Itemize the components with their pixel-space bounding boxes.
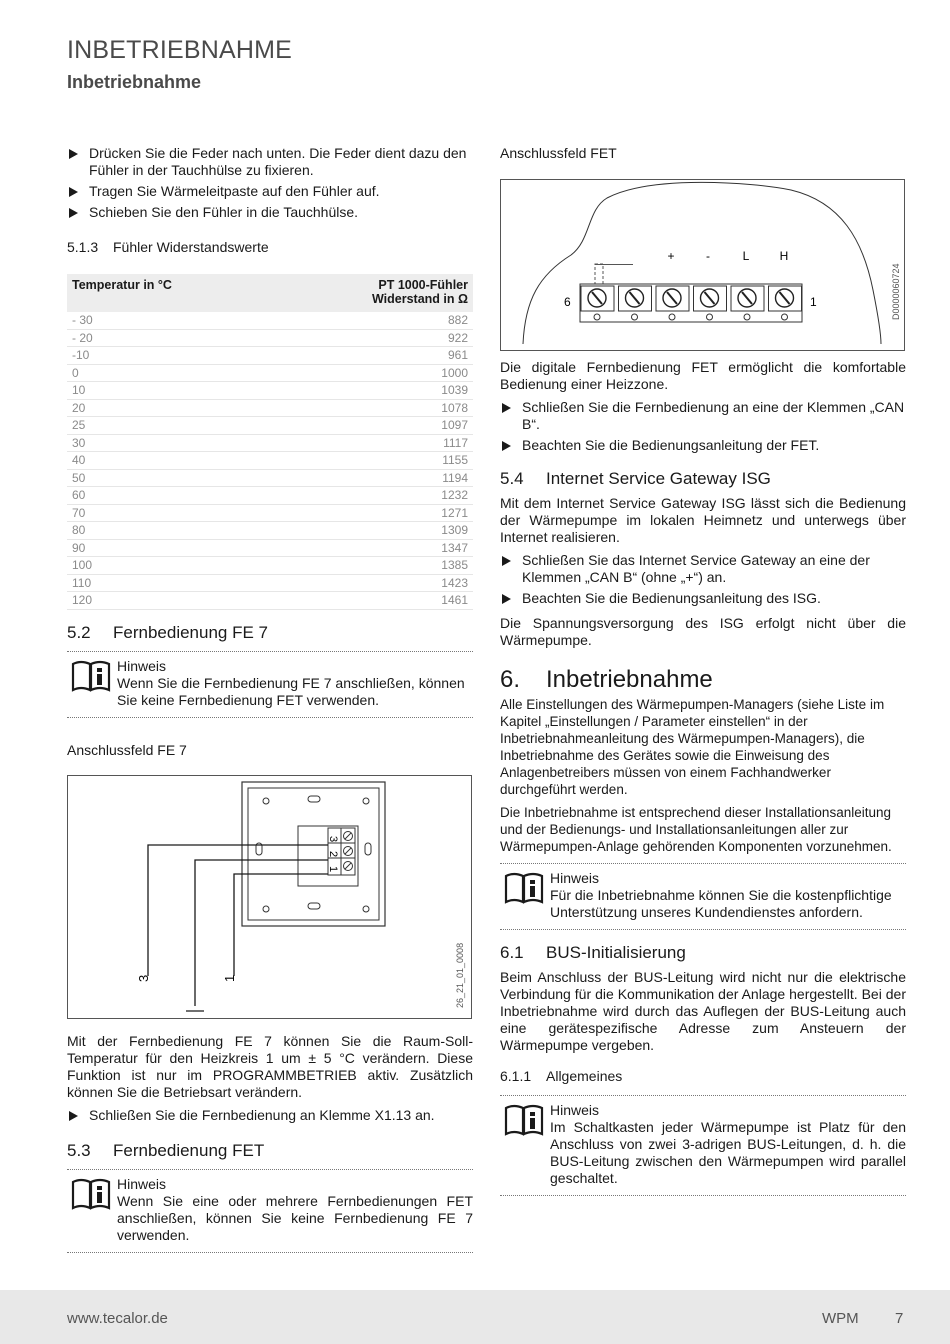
fe7-terminal-diagram: [67, 775, 472, 1019]
wire-label-1: 1: [222, 974, 237, 982]
footer-url: www.tecalor.de: [67, 1310, 168, 1327]
terminal-hole: [744, 314, 750, 320]
paragraph: Die Inbetriebnahme ist entsprechend dieser Installationsanleitung und der Bedienungs- und Installationsanleitungen aller zur Wärmepumpen-Anlage gehörenden Komponenten vorzunehmen.: [500, 805, 892, 854]
page-header-title: INBETRIEBNAHME: [67, 36, 293, 64]
temperature-cell: 10: [67, 382, 274, 400]
terminal-label: -: [706, 249, 710, 263]
list-item: Schieben Sie den Fühler in die Tauchhülse.: [67, 204, 473, 221]
resistance-cell: 1423: [274, 574, 473, 592]
terminal-hole: [594, 314, 600, 320]
section-number: 6.1: [500, 943, 524, 962]
info-book-icon: [503, 872, 545, 906]
temperature-cell: 40: [67, 452, 274, 470]
paragraph: Alle Einstellungen des Wärmepumpen-Managers (siehe Liste im Kapitel „Einstellungen / Parameter einstellen“ in der Inbetriebnahmeanleitung des Wärmepumpen-Managers), die Inbetriebnahme des Gerätes sowie die Einweisung des Anlagenbetreibers müssen von einem Fachhandwerker durchgeführt werden.: [500, 697, 885, 797]
footer-doc-name: WPM: [822, 1310, 859, 1327]
list-item: Drücken Sie die Feder nach unten. Die Feder dient dazu den Fühler in der Tauchhülse zu fixieren.: [67, 145, 473, 179]
subsection-heading-5-1-3: [67, 239, 473, 256]
terminal-label: +: [667, 249, 675, 263]
temperature-cell: 20: [67, 399, 274, 417]
temperature-cell: 60: [67, 487, 274, 505]
list-item: Beachten Sie die Bedienungsanleitung des ISG.: [500, 590, 906, 607]
hint-box: [67, 1169, 473, 1253]
fet-terminal-diagram: [500, 179, 905, 351]
resistance-cell: 922: [274, 329, 473, 347]
temperature-cell: 25: [67, 417, 274, 435]
resistance-cell: 882: [274, 312, 473, 329]
chapter-heading-6: [500, 666, 906, 693]
resistance-cell: 1000: [274, 364, 473, 382]
wire-label-3: 3: [136, 974, 151, 982]
header-line: PT 1000-Fühler: [378, 278, 468, 292]
left-column: [67, 145, 473, 1253]
figure-caption: Anschlussfeld FET: [500, 145, 617, 161]
resistance-cell: 1039: [274, 382, 473, 400]
hint-box: [500, 863, 906, 930]
table-row: [67, 469, 473, 487]
table-row: [67, 312, 473, 329]
section-title: Internet Service Gateway ISG: [546, 469, 771, 488]
section-number: 6.: [500, 666, 521, 693]
temperature-cell: 100: [67, 557, 274, 575]
temperature-cell: - 20: [67, 329, 274, 347]
terminal-hole: [632, 314, 638, 320]
terminal-hole: [707, 314, 713, 320]
hint-box: [500, 1095, 906, 1196]
hint-label: Hinweis: [550, 1102, 600, 1118]
hint-box: [67, 651, 473, 718]
section-number: 5.2: [67, 622, 91, 642]
list-item: Tragen Sie Wärmeleitpaste auf den Fühler auf.: [67, 183, 473, 200]
temperature-cell: 120: [67, 592, 274, 610]
section-heading-5-2: [67, 624, 473, 641]
table-row: [67, 539, 473, 557]
fet-diagram-graphic: [501, 180, 904, 350]
section-heading-6-1: [500, 944, 906, 961]
figure-caption: Anschlussfeld FE 7: [67, 741, 187, 758]
table-body: [67, 312, 473, 609]
header-line: Widerstand in Ω: [371, 292, 468, 306]
section-title: Inbetriebnahme: [546, 666, 713, 693]
section-title: BUS-Initialisierung: [546, 943, 686, 962]
table-row: [67, 434, 473, 452]
section-number: 6.1.1: [500, 1068, 532, 1084]
list-item: Schließen Sie die Fernbedienung an Klemme X1.13 an.: [67, 1107, 473, 1124]
temperature-cell: -10: [67, 347, 274, 365]
resistance-cell: 1078: [274, 399, 473, 417]
hint-label: Hinweis: [117, 657, 167, 674]
temperature-cell: 110: [67, 574, 274, 592]
hint-label: Hinweis: [117, 1175, 167, 1192]
info-book-icon: [70, 660, 112, 694]
hint-text: Im Schaltkasten jeder Wärmepumpe ist Platz für den Anschluss von zwei 3-adrigen BUS-Leitungen, d. h. die BUS-Leitung zwischen den Wärmepumpen wird parallel geschaltet.: [550, 1119, 906, 1186]
resistance-cell: 1347: [274, 539, 473, 557]
resistance-table: [67, 274, 473, 610]
section-title: Fühler Widerstandswerte: [113, 239, 269, 255]
table-row: [67, 487, 473, 505]
resistance-cell: 1385: [274, 557, 473, 575]
terminal-end-number: 1: [810, 295, 817, 309]
resistance-cell: 1461: [274, 592, 473, 610]
table-row: [67, 522, 473, 540]
temperature-cell: 30: [67, 434, 274, 452]
paragraph: Mit der Fernbedienung FE 7 können Sie die Raum-Soll-Temperatur für den Heizkreis 1 um ± 5 °C verändern. Diese Funktion ist nur im PROGRAMMBETRIEB aktiv. Zusätzlich können Sie die Betriebsart verändern.: [67, 1032, 473, 1100]
resistance-cell: 1232: [274, 487, 473, 505]
subsection-heading-6-1-1: [500, 1068, 906, 1085]
terminal-number: 3: [327, 835, 339, 842]
table-row: [67, 417, 473, 435]
terminal-hole: [782, 314, 788, 320]
page-footer: [0, 1290, 950, 1344]
terminal-label: H: [779, 249, 789, 263]
table-row: [67, 329, 473, 347]
figure-code: D0000060724: [891, 263, 901, 320]
section-title: Fernbedienung FET: [113, 1140, 265, 1160]
section-title: Allgemeines: [546, 1068, 623, 1084]
temperature-cell: 50: [67, 469, 274, 487]
terminal-number: 1: [327, 865, 339, 872]
resistance-cell: 1309: [274, 522, 473, 540]
hint-text: Für die Inbetriebnahme können Sie die kostenpflichtige Unterstützung unseres Kundendienstes anfordern.: [550, 887, 892, 920]
terminal-number: 2: [327, 850, 339, 857]
table-row: [67, 557, 473, 575]
table-row: [67, 574, 473, 592]
resistance-cell: 1155: [274, 452, 473, 470]
terminal-label: L: [742, 249, 750, 263]
paragraph: Mit dem Internet Service Gateway ISG lässt sich die Bedienung der Wärmepumpe im lokalen Heimnetz und unterwegs über Internet realisieren.: [500, 495, 906, 545]
table-header-resistance: [274, 274, 473, 312]
list-item: Schließen Sie das Internet Service Gateway an eine der Klemmen „CAN B“ (ohne „+“) an.: [500, 552, 906, 586]
list-item: Schließen Sie die Fernbedienung an eine der Klemmen „CAN B“.: [500, 399, 906, 433]
paragraph: Beim Anschluss der BUS-Leitung wird nicht nur die elektrische Verbindung für die Kommunikation der Anlage hergestellt. Bei der Inbetriebnahme wird durch das Auflegen der BUS-Leitung auch eine gerätespezifische Adresse zum Ansteuern der Wärmepumpe vergeben.: [500, 969, 906, 1053]
section-heading-5-3: [67, 1142, 473, 1159]
right-column: [500, 145, 906, 1196]
fe7-diagram-graphic: [68, 776, 471, 1018]
table-row: [67, 382, 473, 400]
temperature-cell: 90: [67, 539, 274, 557]
section-number: 5.3: [67, 1140, 91, 1160]
paragraph: Die Spannungsversorgung des ISG erfolgt nicht über die Wärmepumpe.: [500, 615, 906, 648]
resistance-cell: 1271: [274, 504, 473, 522]
temperature-cell: 70: [67, 504, 274, 522]
resistance-cell: 1194: [274, 469, 473, 487]
table-row: [67, 399, 473, 417]
table-row: [67, 452, 473, 470]
page-header-subtitle: Inbetriebnahme: [67, 72, 202, 92]
list-item: Beachten Sie die Bedienungsanleitung der FET.: [500, 437, 906, 454]
table-row: [67, 592, 473, 610]
page-number: 7: [895, 1310, 904, 1327]
paragraph: Die digitale Fernbedienung FET ermöglicht die komfortable Bedienung einer Heizzone.: [500, 359, 906, 392]
info-book-icon: [70, 1178, 112, 1212]
table-row: [67, 504, 473, 522]
hint-text: Wenn Sie eine oder mehrere Fernbedienungen FET anschließen, können Sie keine Fernbedienung FE 7 verwenden.: [117, 1192, 473, 1243]
section-number: 5.1.3: [67, 239, 99, 255]
temperature-cell: 80: [67, 522, 274, 540]
resistance-cell: 961: [274, 347, 473, 365]
section-title: Fernbedienung FE 7: [113, 622, 268, 642]
info-book-icon: [503, 1104, 545, 1138]
terminal-hole: [669, 314, 675, 320]
figure-code: 26_21_01_0008: [455, 942, 465, 1008]
section-heading-5-4: [500, 470, 906, 487]
section-number: 5.4: [500, 469, 524, 488]
hint-text: Wenn Sie die Fernbedienung FE 7 anschließen, können Sie keine Fernbedienung FET verwenden.: [117, 674, 465, 708]
temperature-cell: 0: [67, 364, 274, 382]
table-header-temperature: Temperatur in °C: [67, 274, 274, 312]
terminal-end-number: 6: [564, 295, 571, 309]
table-row: [67, 347, 473, 365]
temperature-cell: - 30: [67, 312, 274, 329]
resistance-cell: 1097: [274, 417, 473, 435]
hint-label: Hinweis: [550, 870, 600, 886]
table-row: [67, 364, 473, 382]
resistance-cell: 1117: [274, 434, 473, 452]
